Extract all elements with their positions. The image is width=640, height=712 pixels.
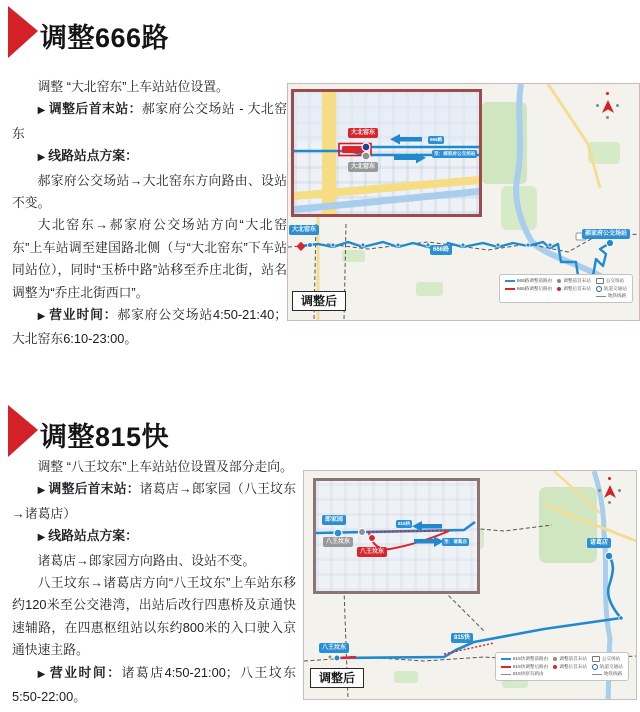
body-paragraph: [12, 456, 296, 478]
bullet-arrow-icon: ▶: [37, 311, 47, 323]
legend-label: 调整前首末站: [563, 278, 591, 283]
paragraph-label: 调整后首末站：: [48, 481, 140, 497]
dot-swatch-icon: [557, 287, 561, 291]
bullet-arrow-icon: ▶: [37, 152, 46, 164]
legend-item: [505, 286, 552, 292]
section-body-text: [12, 456, 296, 708]
section-flag-icon: [8, 405, 38, 457]
line-swatch-icon: [505, 288, 515, 290]
legend-label: 地铁线路: [607, 293, 627, 298]
dot-swatch-icon: [557, 279, 561, 283]
section-body-text: [12, 76, 287, 351]
map-inset-detail: [291, 89, 482, 217]
body-paragraph: [12, 572, 296, 662]
legend-item: [553, 656, 587, 662]
paragraph-label: 线路站点方案：: [48, 148, 138, 164]
paragraph-text: 诸葛店→郎家园方向路由、设站不变。: [37, 552, 256, 568]
paragraph-text: 诸葛店→郎家园（八王坟东→诸葛店）: [12, 481, 297, 521]
section-title: 调整666路: [40, 23, 170, 53]
metro-swatch-icon: [596, 286, 602, 292]
paragraph-text: 郝家府公交场站→大北窑东方向路由、设站不变。: [12, 172, 287, 211]
body-paragraph: [12, 170, 287, 215]
thin-swatch-icon: [596, 296, 606, 297]
legend-item: [592, 664, 623, 670]
destination-label: 至：诸葛店: [442, 538, 469, 546]
map-legend: [499, 274, 633, 303]
terminal-label-left: 八王坟东: [319, 643, 349, 653]
map-inset-detail: [313, 478, 480, 594]
legend-label: 666路调整前路由: [517, 278, 553, 283]
legend-label: 815快调整前路由: [513, 656, 549, 661]
dot-swatch-icon: [553, 665, 557, 669]
paragraph-text: 郝家府公交场站 - 大北窑东: [12, 101, 288, 141]
bullet-paragraph: [12, 525, 296, 549]
bus-swatch-icon: [592, 656, 600, 662]
legend-item: [592, 656, 623, 662]
paragraph-label: 调整后首末站：: [48, 101, 142, 117]
paragraph-text: 调整 “八王坟东”上车站站位设置及部分走向。: [37, 459, 293, 474]
legend-label: 调整后首末站: [563, 285, 591, 291]
paragraph-text: 调整 “大北窑东”上车站站位设置。: [37, 79, 229, 94]
route-tag: 666路: [430, 245, 452, 255]
paragraph-text: 诸葛店4:50-21:00；八王坟东5:50-22:00。: [12, 664, 296, 705]
legend-item: [501, 671, 548, 677]
legend-label: 地铁线路: [603, 671, 623, 676]
stop-label-new: 八王坟东: [357, 547, 387, 557]
legend-label: 调整后首末站: [559, 663, 587, 669]
stop-label-old: 大北窑东: [348, 162, 378, 172]
paragraph-label: 营业时间：: [49, 664, 122, 680]
terminal-label-right: 诸葛店: [587, 538, 611, 548]
paragraph-text: 郝家府公交场站4:50-21:40；大北窑东6:10-23:00。: [12, 307, 288, 347]
compass-icon: [598, 477, 622, 505]
paragraph-label: 线路站点方案：: [48, 528, 138, 544]
route-map-815: [303, 470, 637, 700]
stop-label-new: 大北窑东: [348, 128, 378, 138]
dot-swatch-icon: [553, 657, 557, 661]
legend-item: [501, 664, 548, 670]
paragraph-text: 大北窑东→郝家府公交场站方向“大北窑东”上车站调至建国路北侧（与“大北窑东”下车站同站位），同时“玉桥中路”站移至乔庄北街，站名调整为“乔庄北街西口”。: [12, 217, 287, 300]
bus-swatch-icon: [596, 278, 604, 284]
map-state-badge: 调整后: [310, 668, 364, 688]
bullet-paragraph: [12, 662, 296, 709]
legend-label: 公交场站: [601, 656, 621, 661]
compass-icon: [596, 92, 620, 120]
route-tag: 815快: [396, 520, 412, 528]
body-paragraph: [12, 550, 296, 572]
line-swatch-icon: [501, 658, 511, 660]
bullet-paragraph: [12, 478, 296, 525]
line-swatch-icon: [505, 280, 515, 282]
legend-item: [557, 286, 591, 292]
paragraph-text: 八王坟东→诸葛店方向“八王坟东”上车站东移约120米至公交港湾，出站后改行四惠桥及京通快速辅路，在四惠枢纽站以东约800米的入口驶入京通快速主路。: [12, 575, 296, 658]
section-title: 调整815快: [40, 422, 170, 452]
thin-swatch-icon: [501, 674, 511, 675]
bullet-arrow-icon: ▶: [37, 668, 47, 680]
legend-label: 调整前首末站: [559, 656, 587, 661]
legend-item: [592, 671, 623, 677]
map-legend: [495, 652, 629, 681]
terminal-label-left: 大北窑东: [289, 225, 319, 235]
section-flag-icon: [8, 6, 38, 58]
metro-swatch-icon: [592, 664, 598, 670]
thin-swatch-icon: [592, 674, 602, 675]
bullet-arrow-icon: ▶: [37, 485, 46, 497]
terminal-label-right: 郝家府公交场站: [582, 229, 630, 239]
legend-item: [596, 293, 627, 299]
legend-item: [553, 664, 587, 670]
destination-label: 至：郝家府公交场站: [432, 150, 477, 158]
bullet-arrow-icon: ▶: [37, 105, 46, 117]
route-map-666: [287, 83, 640, 321]
legend-label: 815快调整后路由: [513, 663, 549, 669]
bullet-arrow-icon: ▶: [37, 532, 46, 544]
body-paragraph: [12, 214, 287, 304]
legend-label: 666路调整后路由: [517, 285, 553, 291]
route-tag: 666路: [428, 136, 444, 144]
legend-label: 815快原有路由: [513, 671, 544, 676]
legend-label: 公交场站: [605, 278, 625, 283]
stop-label-langjiayuan: 郎家园: [322, 515, 346, 525]
bullet-paragraph: [12, 145, 287, 169]
bullet-paragraph: [12, 98, 287, 145]
bullet-paragraph: [12, 304, 287, 351]
map-state-badge: 调整后: [292, 291, 346, 311]
legend-item: [505, 278, 552, 284]
legend-item: [596, 278, 627, 284]
body-paragraph: [12, 76, 287, 98]
line-swatch-icon: [501, 666, 511, 668]
route-tag: 815快: [451, 633, 473, 643]
stop-label-old: 八王坟东: [323, 537, 353, 547]
legend-item: [596, 286, 627, 292]
legend-item: [501, 656, 548, 662]
legend-item: [557, 278, 591, 284]
paragraph-label: 营业时间：: [49, 307, 118, 323]
legend-label: 轨道交通站: [599, 663, 623, 669]
inset-canvas: [316, 481, 477, 591]
legend-label: 轨道交通站: [603, 285, 627, 291]
